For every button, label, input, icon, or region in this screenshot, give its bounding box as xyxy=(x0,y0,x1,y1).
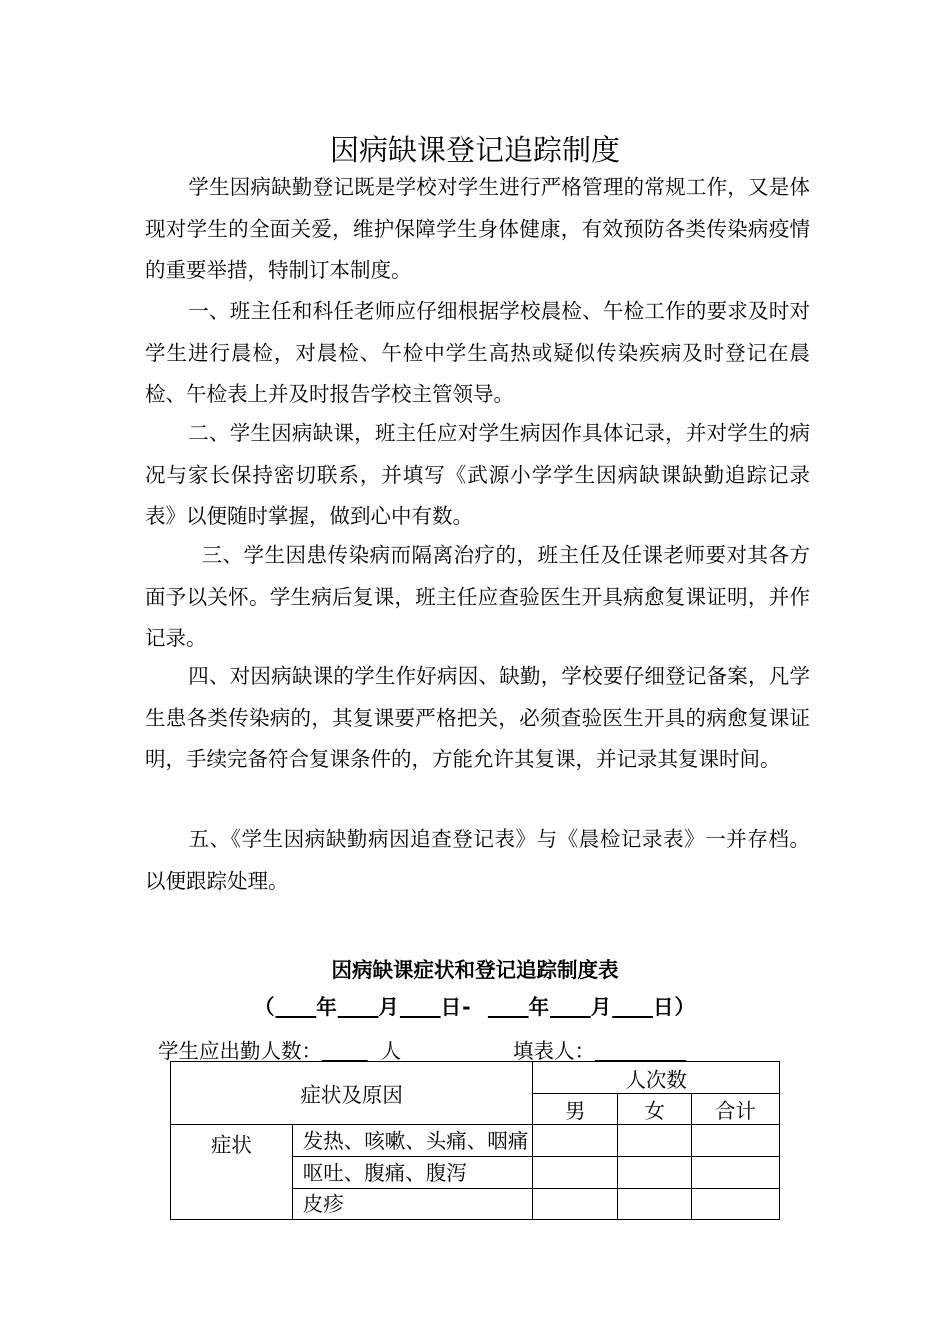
paragraph-item-3 xyxy=(145,535,810,660)
table-row-label xyxy=(292,1125,533,1157)
header-total: 合计 xyxy=(692,1094,780,1125)
month-label: 月 xyxy=(378,995,400,1019)
paragraph-text: 五、《学生因病缺勤病因追查登记表》与《晨检记录表》一并存档。以便跟踪处理。 xyxy=(145,827,810,893)
group-symptom: 症状 xyxy=(171,1125,293,1220)
cell-male xyxy=(533,1189,618,1220)
open-paren: （ xyxy=(254,995,276,1019)
paragraph-text: 四、对因病缺课的学生作好病因、缺勤，学校要仔细登记备案，凡学生患各类传染病的，其复课要严格把关，必须查验医生开具的病愈复课证明，手续完备符合复课条件的，方能允许其复课，并记录其复课时间。 xyxy=(145,664,810,771)
row-text: 发热、咳嗽、头痛、咽痛 xyxy=(302,1128,529,1153)
header-count: 人次数 xyxy=(533,1062,780,1094)
attendance-label: 学生应出勤人数： xyxy=(158,1039,322,1063)
day-label: 日- xyxy=(440,995,472,1019)
cell-total xyxy=(692,1189,780,1220)
attendance-unit: 人 xyxy=(380,1039,402,1063)
paragraph-text: 一、班主任和科任老师应仔细根据学校晨检、午检工作的要求及时对学生进行晨检，对晨检、午检中学生高热或疑似传染疾病及时登记在晨检、午检表上并及时报告学校主管领导。 xyxy=(145,299,810,406)
year-label: 年 xyxy=(528,995,551,1019)
paragraph-text: 二、学生因病缺课，班主任应对学生病因作具体记录，并对学生的病况与家长保持密切联系，并填写《武源小学学生因病缺课缺勤追踪记录表》以便随时掌握，做到心中有数。 xyxy=(145,421,810,528)
close-paren: ） xyxy=(674,995,696,1019)
paragraph-item-5 xyxy=(145,819,810,902)
table-row-label xyxy=(292,1157,533,1189)
row-text: 皮疹 xyxy=(302,1192,344,1216)
day-label: 日 xyxy=(652,995,675,1019)
cell-female xyxy=(618,1125,692,1157)
header-female: 女 xyxy=(618,1094,692,1125)
row-text: 呕吐、腹痛、腹泻 xyxy=(302,1160,467,1185)
document-title: 因病缺课登记追踪制度 xyxy=(329,133,620,167)
form-title: 因病缺课症状和登记追踪制度表 xyxy=(331,958,619,982)
paragraph-item-4 xyxy=(145,656,810,781)
date-range-line xyxy=(0,990,950,1020)
symptom-table xyxy=(170,1061,780,1220)
paragraph-intro xyxy=(145,167,810,292)
paragraph-text: 三、学生因患传染病而隔离治疗的，班主任及任课老师要对其各方面予以关怀。学生病后复课，班主任应查验医生开具病愈复课证明，并作记录。 xyxy=(145,543,810,650)
cell-male xyxy=(533,1157,618,1189)
header-male: 男 xyxy=(533,1094,618,1125)
paragraph-item-2 xyxy=(145,413,810,538)
table-row-label xyxy=(292,1189,533,1220)
cell-total xyxy=(692,1125,780,1157)
month-label: 月 xyxy=(590,995,613,1019)
filler-line xyxy=(513,1034,686,1064)
filler-label: 填表人： xyxy=(513,1039,595,1063)
cell-female xyxy=(618,1157,692,1189)
year-label: 年 xyxy=(316,995,338,1019)
header-reason: 症状及原因 xyxy=(171,1062,533,1125)
paragraph-item-1 xyxy=(145,291,810,416)
paragraph-text: 学生因病缺勤登记既是学校对学生进行严格管理的常规工作，又是体现对学生的全面关爱，维护保障学生身体健康，有效预防各类传染病疫情的重要举措，特制订本制度。 xyxy=(145,175,810,282)
attendance-line xyxy=(158,1034,401,1064)
cell-female xyxy=(618,1189,692,1220)
cell-total xyxy=(692,1157,780,1189)
cell-male xyxy=(533,1125,618,1157)
